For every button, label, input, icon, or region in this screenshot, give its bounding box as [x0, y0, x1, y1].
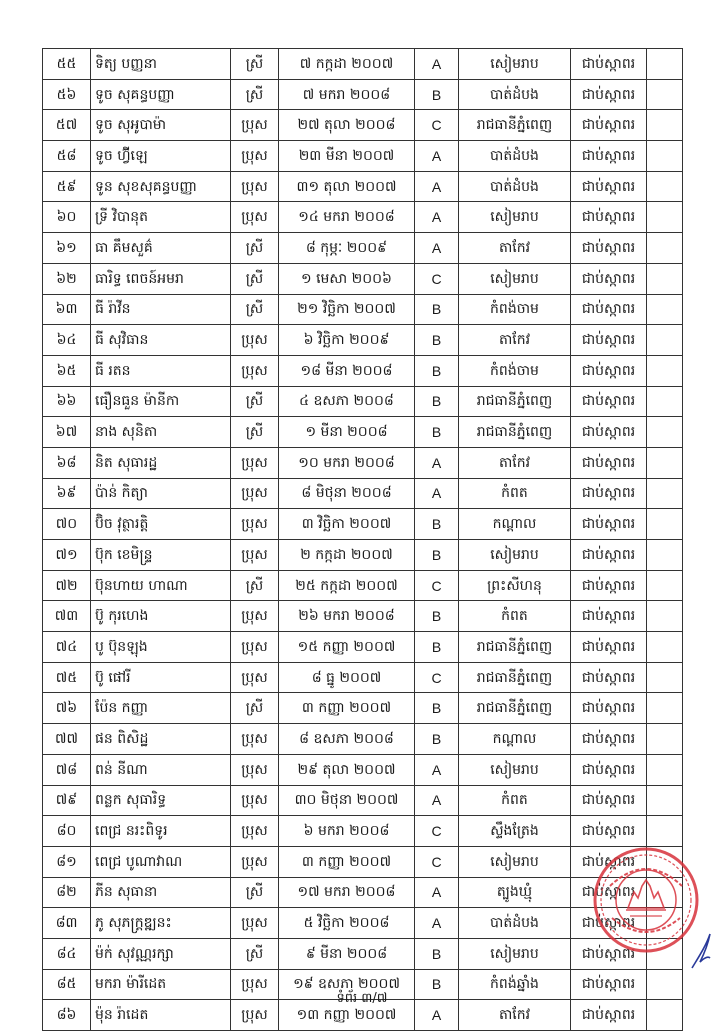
- student-sex: ស្រី: [231, 417, 279, 448]
- student-sex: ស្រី: [231, 938, 279, 969]
- grade: B: [415, 938, 459, 969]
- result: ជាប់ស្កាពរ: [571, 846, 647, 877]
- empty-cell: [647, 693, 683, 724]
- empty-cell: [647, 447, 683, 478]
- result: ជាប់ស្កាពរ: [571, 417, 647, 448]
- result: ជាប់ស្កាពរ: [571, 294, 647, 325]
- student-name: ទូច សុគន្ធបញ្ញា: [91, 79, 231, 110]
- date-of-birth: ៧ មករា ២០០៨: [279, 79, 415, 110]
- date-of-birth: ២ កក្កដា ២០០៧: [279, 540, 415, 571]
- date-of-birth: ៧ កក្កដា ២០០៧: [279, 49, 415, 80]
- date-of-birth: ៤ ឧសភា ២០០៨: [279, 386, 415, 417]
- result: ជាប់ស្កាពរ: [571, 969, 647, 1000]
- table-row: [43, 79, 683, 110]
- student-sex: ស្រី: [231, 49, 279, 80]
- result: ជាប់ស្កាពរ: [571, 509, 647, 540]
- grade: B: [415, 355, 459, 386]
- grade: A: [415, 171, 459, 202]
- result: ជាប់ស្កាពរ: [571, 601, 647, 632]
- date-of-birth: ២៩ តុលា ២០០៧: [279, 754, 415, 785]
- student-name: ពេជ្រ នរះពិទូរ: [91, 816, 231, 847]
- row-number: ៨៥: [43, 969, 91, 1000]
- result: ជាប់ស្កាពរ: [571, 79, 647, 110]
- row-number: ៧០: [43, 509, 91, 540]
- empty-cell: [647, 478, 683, 509]
- table-row: [43, 263, 683, 294]
- row-number: ៦០: [43, 202, 91, 233]
- student-name: ភីន សុធានា: [91, 877, 231, 908]
- province: សៀមរាប: [459, 754, 571, 785]
- grade: B: [415, 294, 459, 325]
- result: ជាប់ស្កាពរ: [571, 693, 647, 724]
- grade: A: [415, 233, 459, 264]
- row-number: ៨០: [43, 816, 91, 847]
- empty-cell: [647, 601, 683, 632]
- empty-cell: [647, 233, 683, 264]
- student-sex: ប្រុស: [231, 447, 279, 478]
- province: កំពង់ឆ្នាំង: [459, 969, 571, 1000]
- row-number: ៧៦: [43, 693, 91, 724]
- result: ជាប់ស្កាពរ: [571, 938, 647, 969]
- empty-cell: [647, 263, 683, 294]
- province: បាត់ដំបង: [459, 141, 571, 172]
- empty-cell: [647, 509, 683, 540]
- row-number: ៦៩: [43, 478, 91, 509]
- table-row: [43, 110, 683, 141]
- empty-cell: [647, 816, 683, 847]
- province: តាកែវ: [459, 1000, 571, 1031]
- grade: A: [415, 877, 459, 908]
- student-name: ប៉ាន់ កិត្យា: [91, 478, 231, 509]
- result: ជាប់ស្កាពរ: [571, 570, 647, 601]
- result: ជាប់ស្កាពរ: [571, 478, 647, 509]
- grade: A: [415, 908, 459, 939]
- province: សៀមរាប: [459, 846, 571, 877]
- grade: B: [415, 79, 459, 110]
- province: តាកែវ: [459, 447, 571, 478]
- result: ជាប់ស្កាពរ: [571, 49, 647, 80]
- province: បាត់ដំបង: [459, 79, 571, 110]
- province: តាកែវ: [459, 325, 571, 356]
- grade: B: [415, 325, 459, 356]
- student-name: ប៊ូ កុរហេង: [91, 601, 231, 632]
- student-sex: ប្រុស: [231, 816, 279, 847]
- table-row: [43, 294, 683, 325]
- row-number: ៦៨: [43, 447, 91, 478]
- row-number: ៨២: [43, 877, 91, 908]
- row-number: ៧៥: [43, 662, 91, 693]
- table-row: [43, 877, 683, 908]
- date-of-birth: ១៣ កញ្ញា ២០០៧: [279, 1000, 415, 1031]
- date-of-birth: ២១ វិច្ឆិកា ២០០៧: [279, 294, 415, 325]
- student-name: បូ ប៊ុនឡុង: [91, 632, 231, 663]
- student-sex: ស្រី: [231, 263, 279, 294]
- student-sex: ប្រុស: [231, 724, 279, 755]
- row-number: ៥៦: [43, 79, 91, 110]
- grade: A: [415, 49, 459, 80]
- student-sex: ប្រុស: [231, 478, 279, 509]
- student-sex: ស្រី: [231, 693, 279, 724]
- student-name: ពេជ្រ បូណាវាណ: [91, 846, 231, 877]
- row-number: ៦៧: [43, 417, 91, 448]
- result: ជាប់ស្កាពរ: [571, 263, 647, 294]
- grade: B: [415, 969, 459, 1000]
- province: សៀមរាប: [459, 540, 571, 571]
- table-row: [43, 540, 683, 571]
- province: រាជធានីភ្នំពេញ: [459, 693, 571, 724]
- student-sex: ប្រុស: [231, 662, 279, 693]
- result: ជាប់ស្កាពរ: [571, 233, 647, 264]
- date-of-birth: ៣ កញ្ញា ២០០៧: [279, 846, 415, 877]
- row-number: ៨៤: [43, 938, 91, 969]
- row-number: ៦៣: [43, 294, 91, 325]
- result: ជាប់ស្កាពរ: [571, 908, 647, 939]
- empty-cell: [647, 662, 683, 693]
- table-row: [43, 355, 683, 386]
- student-sex: ស្រី: [231, 386, 279, 417]
- student-name: ទិត្យ បញ្ញនា: [91, 49, 231, 80]
- result: ជាប់ស្កាពរ: [571, 816, 647, 847]
- table-row: [43, 908, 683, 939]
- date-of-birth: ៨ ធ្នូ ២០០៧: [279, 662, 415, 693]
- date-of-birth: ២៣ មីនា ២០០៧: [279, 141, 415, 172]
- table-row: [43, 632, 683, 663]
- grade: A: [415, 1000, 459, 1031]
- student-name: ប៊ិច វុត្ថារត្តិ: [91, 509, 231, 540]
- row-number: ៧៤: [43, 632, 91, 663]
- date-of-birth: ៦ វិច្ឆិកា ២០០៩: [279, 325, 415, 356]
- table-row: [43, 417, 683, 448]
- row-number: ៨៣: [43, 908, 91, 939]
- grade: C: [415, 570, 459, 601]
- grade: B: [415, 509, 459, 540]
- row-number: ៦២: [43, 263, 91, 294]
- province: ព្រះសីហនុ: [459, 570, 571, 601]
- student-name: ពន្លក សុធារិទ្ធ: [91, 785, 231, 816]
- province: សៀមរាប: [459, 202, 571, 233]
- date-of-birth: ២៧ តុលា ២០០៨: [279, 110, 415, 141]
- student-name: ម៉ុន រ៉ាដេត: [91, 1000, 231, 1031]
- student-sex: ប្រុស: [231, 601, 279, 632]
- result: ជាប់ស្កាពរ: [571, 785, 647, 816]
- empty-cell: [647, 386, 683, 417]
- result: ជាប់ស្កាពរ: [571, 447, 647, 478]
- student-name: និត សុធារដ្ឋ: [91, 447, 231, 478]
- empty-cell: [647, 417, 683, 448]
- grade: A: [415, 447, 459, 478]
- grade: C: [415, 816, 459, 847]
- province: ស្ទឹងត្រែង: [459, 816, 571, 847]
- student-sex: ស្រី: [231, 570, 279, 601]
- date-of-birth: ៣១ តុលា ២០០៧: [279, 171, 415, 202]
- empty-cell: [647, 325, 683, 356]
- row-number: ៧៧: [43, 724, 91, 755]
- row-number: ៧៩: [43, 785, 91, 816]
- student-roster-table: [42, 48, 683, 1031]
- empty-cell: [647, 141, 683, 172]
- result: ជាប់ស្កាពរ: [571, 662, 647, 693]
- row-number: ៦១: [43, 233, 91, 264]
- empty-cell: [647, 785, 683, 816]
- official-seal: [592, 846, 700, 954]
- province: ត្បូងឃ្មុំ: [459, 877, 571, 908]
- table-row: [43, 171, 683, 202]
- empty-cell: [647, 754, 683, 785]
- date-of-birth: ៣ កញ្ញា ២០០៧: [279, 693, 415, 724]
- province: កំពត: [459, 785, 571, 816]
- province: កណ្ដាល: [459, 509, 571, 540]
- province: កំពត: [459, 601, 571, 632]
- province: បាត់ដំបង: [459, 171, 571, 202]
- date-of-birth: ២៥ កក្កដា ២០០៧: [279, 570, 415, 601]
- result: ជាប់ស្កាពរ: [571, 171, 647, 202]
- table-row: [43, 509, 683, 540]
- table-row: [43, 693, 683, 724]
- student-name: មករា ម៉ារីដេត: [91, 969, 231, 1000]
- province: រាជធានីភ្នំពេញ: [459, 662, 571, 693]
- student-name: ផន ពិសិដ្ឋ: [91, 724, 231, 755]
- student-name: ភូ សុភក្រ្ដឌ្ឍនះ: [91, 908, 231, 939]
- result: ជាប់ស្កាពរ: [571, 632, 647, 663]
- row-number: ៧៣: [43, 601, 91, 632]
- grade: B: [415, 693, 459, 724]
- row-number: ៥៥: [43, 49, 91, 80]
- result: ជាប់ស្កាពរ: [571, 141, 647, 172]
- date-of-birth: ៣០ មិថុនា ២០០៧: [279, 785, 415, 816]
- date-of-birth: ១៤ មករា ២០០៨: [279, 202, 415, 233]
- result: ជាប់ស្កាពរ: [571, 724, 647, 755]
- province: រាជធានីភ្នំពេញ: [459, 632, 571, 663]
- date-of-birth: ៦ មករា ២០០៨: [279, 816, 415, 847]
- province: រាជធានីភ្នំពេញ: [459, 417, 571, 448]
- table-row: [43, 662, 683, 693]
- student-sex: ប្រុស: [231, 908, 279, 939]
- table-row: [43, 202, 683, 233]
- table-row: [43, 938, 683, 969]
- date-of-birth: ៥ វិច្ឆិកា ២០០៨: [279, 908, 415, 939]
- row-number: ៦៦: [43, 386, 91, 417]
- grade: C: [415, 263, 459, 294]
- date-of-birth: ១ មេសា ២០០៦: [279, 263, 415, 294]
- row-number: ៦៤: [43, 325, 91, 356]
- table-row: [43, 570, 683, 601]
- grade: A: [415, 202, 459, 233]
- result: ជាប់ស្កាពរ: [571, 386, 647, 417]
- student-name: ប៉ែន កញ្ញា: [91, 693, 231, 724]
- row-number: ៥៧: [43, 110, 91, 141]
- result: ជាប់ស្កាពរ: [571, 325, 647, 356]
- row-number: ៧២: [43, 570, 91, 601]
- grade: A: [415, 785, 459, 816]
- student-name: ទ្រី វិបានុត: [91, 202, 231, 233]
- grade: B: [415, 724, 459, 755]
- table-row: [43, 478, 683, 509]
- student-sex: ស្រី: [231, 79, 279, 110]
- student-sex: ប្រុស: [231, 171, 279, 202]
- student-name: ទូច ហ៊្វីឡេ: [91, 141, 231, 172]
- date-of-birth: ១៧ មករា ២០០៨: [279, 877, 415, 908]
- student-sex: ប្រុស: [231, 540, 279, 571]
- empty-cell: [647, 294, 683, 325]
- student-name: ធឿនធួន ម៉ានីកា: [91, 386, 231, 417]
- table-row: [43, 447, 683, 478]
- student-name: ប៊ុក ខេមិន្ទ្រ: [91, 540, 231, 571]
- student-name: ធី រ៉ាវីន: [91, 294, 231, 325]
- student-name: ប៊ុនហាយ ហាណា: [91, 570, 231, 601]
- province: តាកែវ: [459, 233, 571, 264]
- row-number: ៧១: [43, 540, 91, 571]
- empty-cell: [647, 79, 683, 110]
- table-row: [43, 724, 683, 755]
- result: ជាប់ស្កាពរ: [571, 877, 647, 908]
- empty-cell: [647, 355, 683, 386]
- grade: C: [415, 662, 459, 693]
- student-sex: ប្រុស: [231, 141, 279, 172]
- province: សៀមរាប: [459, 938, 571, 969]
- province: សៀមរាប: [459, 263, 571, 294]
- student-sex: ប្រុស: [231, 785, 279, 816]
- date-of-birth: ១ មីនា ២០០៨: [279, 417, 415, 448]
- student-sex: ប្រុស: [231, 1000, 279, 1031]
- student-sex: ប្រុស: [231, 846, 279, 877]
- student-sex: ប្រុស: [231, 202, 279, 233]
- province: សៀមរាប: [459, 49, 571, 80]
- province: បាត់ដំបង: [459, 908, 571, 939]
- roster-body: [43, 49, 683, 1031]
- grade: A: [415, 478, 459, 509]
- student-name: ទូន សុខសុគន្ធបញ្ញា: [91, 171, 231, 202]
- student-name: ពន់ នីណា: [91, 754, 231, 785]
- row-number: ៦៥: [43, 355, 91, 386]
- table-row: [43, 785, 683, 816]
- result: ជាប់ស្កាពរ: [571, 1000, 647, 1031]
- page-number: ទំព័រ ៣/៧: [336, 991, 388, 1006]
- table-row: [43, 141, 683, 172]
- empty-cell: [647, 49, 683, 80]
- province: កណ្ដាល: [459, 724, 571, 755]
- row-number: ៥៩: [43, 171, 91, 202]
- grade: C: [415, 110, 459, 141]
- date-of-birth: ២៦ មករា ២០០៨: [279, 601, 415, 632]
- student-sex: ប្រុស: [231, 509, 279, 540]
- date-of-birth: ៨ កុម្ភៈ ២០០៩: [279, 233, 415, 264]
- date-of-birth: ៨ មិថុនា ២០០៨: [279, 478, 415, 509]
- row-number: ៨៦: [43, 1000, 91, 1031]
- student-name: ទូច សុអូបាម៉ា: [91, 110, 231, 141]
- empty-cell: [647, 570, 683, 601]
- student-sex: ស្រី: [231, 233, 279, 264]
- student-sex: ប្រុស: [231, 110, 279, 141]
- empty-cell: [647, 110, 683, 141]
- student-name: ធី រតន: [91, 355, 231, 386]
- student-name: ប៊ូ ផៅរី: [91, 662, 231, 693]
- grade: A: [415, 141, 459, 172]
- student-sex: ប្រុស: [231, 355, 279, 386]
- grade: C: [415, 846, 459, 877]
- student-sex: ប្រុស: [231, 754, 279, 785]
- date-of-birth: ១៥ កញ្ញា ២០០៧: [279, 632, 415, 663]
- date-of-birth: ៣ វិច្ឆិកា ២០០៧: [279, 509, 415, 540]
- table-row: [43, 846, 683, 877]
- student-sex: ប្រុស: [231, 632, 279, 663]
- table-row: [43, 49, 683, 80]
- result: ជាប់ស្កាពរ: [571, 202, 647, 233]
- empty-cell: [647, 171, 683, 202]
- row-number: ៧៨: [43, 754, 91, 785]
- empty-cell: [647, 632, 683, 663]
- student-sex: ស្រី: [231, 294, 279, 325]
- grade: A: [415, 754, 459, 785]
- grade: B: [415, 601, 459, 632]
- province: រាជធានីភ្នំពេញ: [459, 110, 571, 141]
- result: ជាប់ស្កាពរ: [571, 355, 647, 386]
- grade: B: [415, 540, 459, 571]
- table-row: [43, 233, 683, 264]
- table-row: [43, 601, 683, 632]
- student-name: ធារិទ្ធ ពេចន៍អមរា: [91, 263, 231, 294]
- empty-cell: [647, 724, 683, 755]
- grade: B: [415, 386, 459, 417]
- province: កំពង់ចាម: [459, 355, 571, 386]
- student-name: ធា គឹមសួគ៌: [91, 233, 231, 264]
- table-row: [43, 754, 683, 785]
- date-of-birth: ៨ ឧសភា ២០០៨: [279, 724, 415, 755]
- date-of-birth: ១៩ ឧសភា ២០០៧: [279, 969, 415, 1000]
- empty-cell: [647, 540, 683, 571]
- table-row: [43, 816, 683, 847]
- student-sex: ប្រុស: [231, 969, 279, 1000]
- empty-cell: [647, 202, 683, 233]
- student-name: ធី សុវិធាន: [91, 325, 231, 356]
- province: រាជធានីភ្នំពេញ: [459, 386, 571, 417]
- province: កំពត: [459, 478, 571, 509]
- student-sex: ស្រី: [231, 877, 279, 908]
- student-name: នាង សុនិតា: [91, 417, 231, 448]
- signature-mark: [688, 928, 714, 972]
- table-row: [43, 325, 683, 356]
- date-of-birth: ១៨ មីនា ២០០៨: [279, 355, 415, 386]
- student-name: ម៉ក់ សុវណ្ណរក្សា: [91, 938, 231, 969]
- result: ជាប់ស្កាពរ: [571, 754, 647, 785]
- grade: B: [415, 632, 459, 663]
- row-number: ៥៨: [43, 141, 91, 172]
- table-row: [43, 386, 683, 417]
- result: ជាប់ស្កាពរ: [571, 540, 647, 571]
- result: ជាប់ស្កាពរ: [571, 110, 647, 141]
- student-sex: ប្រុស: [231, 325, 279, 356]
- province: កំពង់ចាម: [459, 294, 571, 325]
- row-number: ៨១: [43, 846, 91, 877]
- grade: B: [415, 417, 459, 448]
- date-of-birth: ១០ មករា ២០០៨: [279, 447, 415, 478]
- date-of-birth: ៩ មីនា ២០០៨: [279, 938, 415, 969]
